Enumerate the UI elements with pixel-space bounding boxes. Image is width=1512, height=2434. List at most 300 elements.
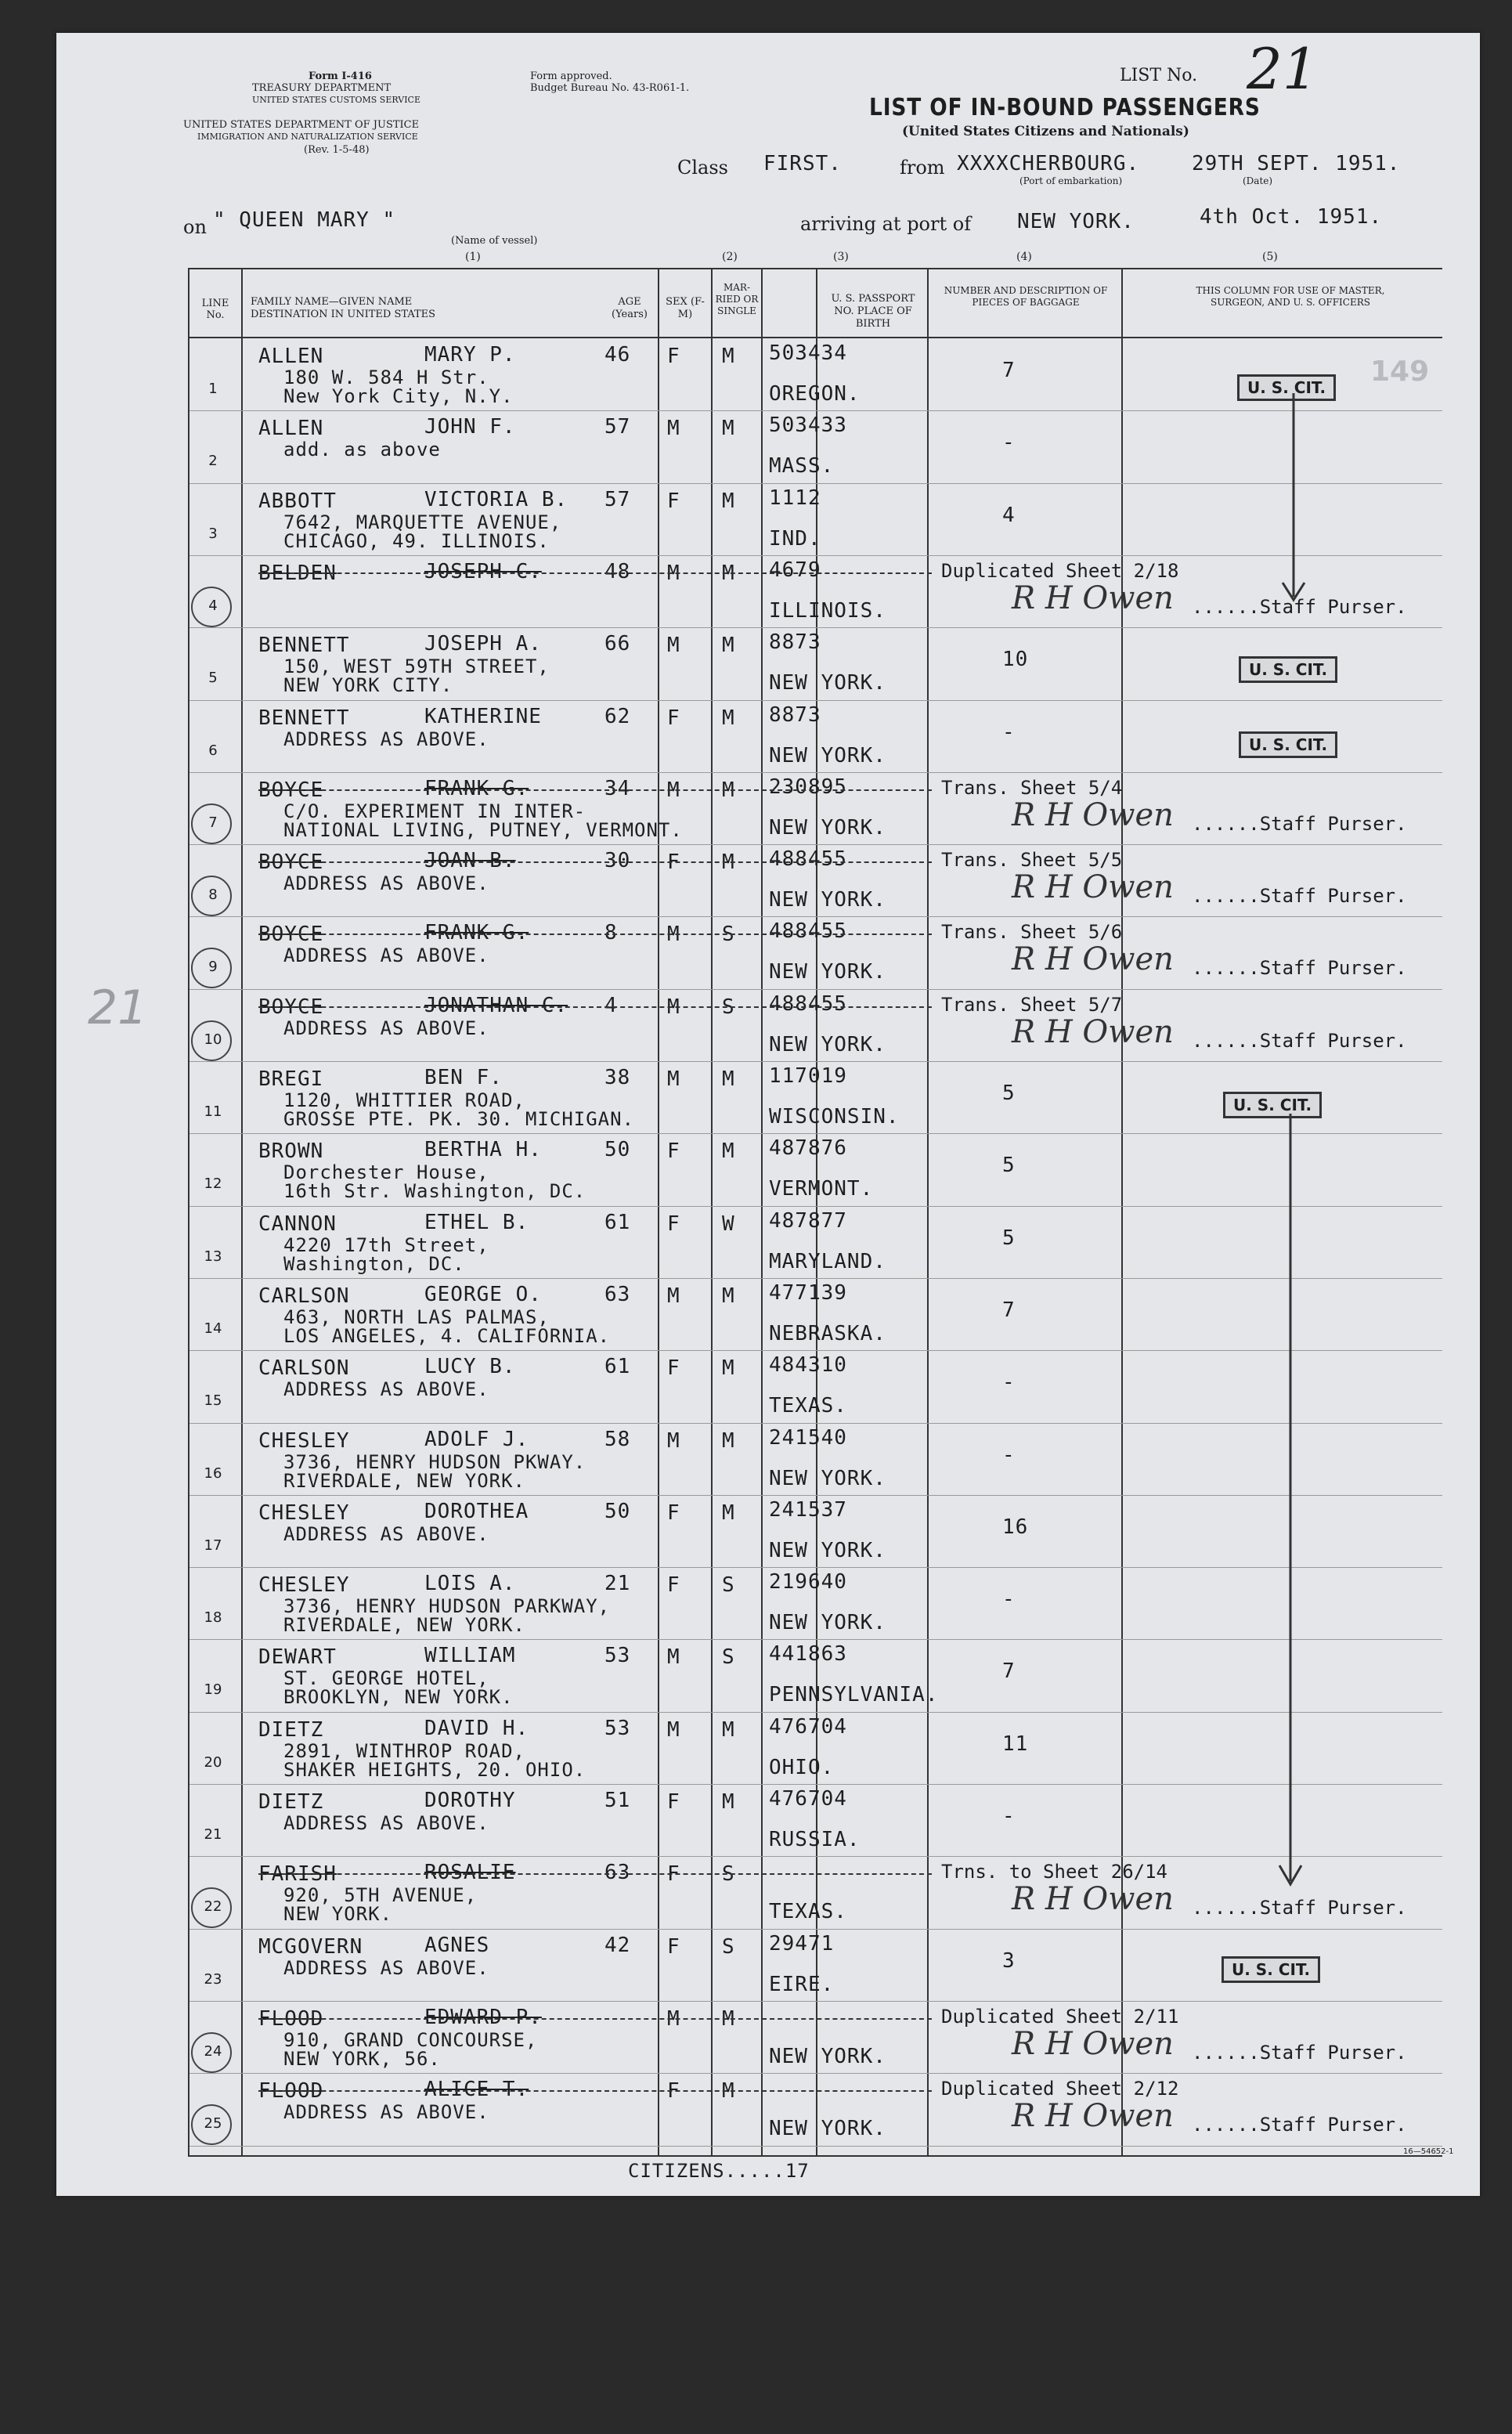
line-number: 1 <box>208 381 218 397</box>
baggage-count: 3 <box>1002 1948 1016 1973</box>
family-name: DIETZ <box>258 1717 324 1742</box>
staff-purser: ......Staff Purser. <box>1192 1029 1407 1052</box>
place-of-birth: NEW YORK. <box>769 1032 886 1056</box>
age: 38 <box>604 1066 631 1089</box>
address-line-1: 910, GRAND CONCOURSE, <box>283 2028 538 2051</box>
given-name: ROSALIE <box>424 1861 516 1885</box>
passport-number: 487876 <box>769 1136 847 1161</box>
family-name: BOYCE <box>258 923 324 947</box>
form-approved: Form approved. <box>530 70 612 82</box>
page-subtitle: (United States Citizens and Nationals) <box>902 124 1189 139</box>
age: 4 <box>604 993 618 1017</box>
sex: M <box>667 417 680 441</box>
address-line-1: C/O. EXPERIMENT IN INTER- <box>283 800 586 822</box>
age: 61 <box>604 1355 631 1379</box>
place-of-birth: WISCONSIN. <box>769 1105 900 1129</box>
vessel-name: " QUEEN MARY " <box>213 208 396 232</box>
col-header-line: LINE No. <box>201 298 229 321</box>
address-line-1: ADDRESS AS ABOVE. <box>283 944 489 967</box>
family-name: CHESLEY <box>258 1573 350 1598</box>
place-of-birth: RUSSIA. <box>769 1828 861 1851</box>
baggage-count: - <box>1002 720 1016 744</box>
place-of-birth: NEW YORK. <box>769 1611 886 1635</box>
address-line-1: add. as above <box>283 439 441 461</box>
given-name: DOROTHEA <box>424 1499 529 1523</box>
baggage-count: - <box>1002 1443 1016 1467</box>
age: 8 <box>604 921 618 945</box>
passport-number: 487877 <box>769 1208 847 1233</box>
address-line-1: 463, NORTH LAS PALMAS, <box>283 1305 550 1328</box>
family-name: DIETZ <box>258 1790 324 1814</box>
passport-number: 476704 <box>769 1787 847 1811</box>
strike-through-line <box>258 2090 932 2092</box>
transfer-note: Trans. Sheet 5/7 <box>941 993 1123 1016</box>
line-number: 21 <box>204 1826 222 1843</box>
marital-status: M <box>722 417 735 441</box>
address-line-1: ADDRESS AS ABOVE. <box>283 1522 489 1545</box>
col-num-2: (2) <box>722 251 738 263</box>
place-of-birth: NEW YORK. <box>769 2044 886 2068</box>
sex: M <box>667 923 680 947</box>
sex: F <box>667 345 680 368</box>
age: 57 <box>604 415 631 439</box>
place-of-birth: TEXAS. <box>769 1394 847 1418</box>
transfer-note: Duplicated Sheet 2/18 <box>941 559 1179 582</box>
address-line-1: ADDRESS AS ABOVE. <box>283 1812 489 1834</box>
family-name: CHESLEY <box>258 1500 350 1525</box>
passport-number: 488455 <box>769 919 847 944</box>
family-name: FLOOD <box>258 2006 324 2031</box>
col-rule-left <box>188 268 189 2157</box>
baggage-count: 11 <box>1002 1732 1029 1756</box>
age: 61 <box>604 1210 631 1234</box>
line-number: 23 <box>204 1970 222 1988</box>
baggage-count: 5 <box>1002 1154 1016 1178</box>
signature: R H Owen <box>1012 796 1174 833</box>
signature: R H Owen <box>1012 869 1174 906</box>
table-top-rule <box>188 268 1442 269</box>
age: 48 <box>604 559 631 583</box>
address-line-1: 2891, WINTHROP ROAD, <box>283 1739 525 1762</box>
staff-purser: ......Staff Purser. <box>1192 885 1407 908</box>
line-circle-mark <box>191 948 232 988</box>
age: 53 <box>604 1644 631 1668</box>
address-line-1: 3736, HENRY HUDSON PARKWAY, <box>283 1595 611 1618</box>
place-of-birth: EIRE. <box>769 1972 835 1996</box>
signature: R H Owen <box>1012 941 1174 978</box>
passport-number: 8873 <box>769 702 821 727</box>
family-name: BOYCE <box>258 995 324 1019</box>
given-name: MARY P. <box>424 343 516 367</box>
row-divider <box>189 2146 1442 2147</box>
family-name: BREGI <box>258 1067 324 1091</box>
marital-status: M <box>722 1139 735 1164</box>
family-name: ABBOTT <box>258 489 337 513</box>
line-number: 8 <box>208 887 218 904</box>
baggage-count: 5 <box>1002 1226 1016 1250</box>
age: 42 <box>604 1933 631 1957</box>
customs-service: UNITED STATES CUSTOMS SERVICE <box>252 95 420 105</box>
sex: F <box>667 2079 680 2104</box>
given-name: LOIS A. <box>424 1572 516 1596</box>
margin-number: 21 <box>88 980 148 1035</box>
given-name: JOHN F. <box>424 415 516 439</box>
sex: F <box>667 1934 680 1959</box>
class-value: FIRST. <box>763 152 842 175</box>
signature: R H Owen <box>1012 1881 1174 1918</box>
age: 50 <box>604 1499 631 1523</box>
marital-status: M <box>722 634 735 658</box>
passport-number: 488455 <box>769 991 847 1016</box>
line-circle-mark <box>191 587 232 627</box>
line-number: 22 <box>204 1898 222 1916</box>
strike-through-line <box>258 934 932 935</box>
baggage-count: 4 <box>1002 503 1016 527</box>
given-name: VICTORIA B. <box>424 487 568 511</box>
given-name: ALICE T. <box>424 2078 529 2102</box>
col-num-1: (1) <box>465 251 481 263</box>
address-line-1: 1120, WHITTIER ROAD, <box>283 1089 525 1111</box>
marital-status: S <box>722 1645 735 1670</box>
family-name: CARLSON <box>258 1356 350 1381</box>
place-of-birth: NEW YORK. <box>769 1538 886 1562</box>
line-number: 25 <box>204 2115 222 2132</box>
col-header-sex: SEX (F-M) <box>666 296 705 320</box>
address-line-2: RIVERDALE, NEW YORK. <box>283 1469 525 1492</box>
sex: M <box>667 634 680 658</box>
transfer-note: Trans. Sheet 5/6 <box>941 921 1123 944</box>
address-line-1: 4220 17th Street, <box>283 1233 489 1256</box>
line-circle-mark <box>191 1887 232 1928</box>
us-cit-stamp-2: U. S. CIT. <box>1239 656 1337 683</box>
strike-through-line <box>258 1006 932 1008</box>
marital-status: M <box>722 778 735 802</box>
col-num-4: (4) <box>1016 251 1032 263</box>
marital-status: M <box>722 1356 735 1381</box>
passport-number: 477139 <box>769 1280 847 1305</box>
place-of-birth: OREGON. <box>769 382 861 406</box>
marital-status: M <box>722 1428 735 1453</box>
baggage-count: - <box>1002 431 1016 455</box>
given-name: BEN F. <box>424 1066 503 1089</box>
place-of-birth: VERMONT. <box>769 1177 874 1201</box>
baggage-count: 16 <box>1002 1515 1029 1539</box>
justice-dept: UNITED STATES DEPARTMENT OF JUSTICE <box>183 119 420 131</box>
family-name: CANNON <box>258 1212 337 1236</box>
signature: R H Owen <box>1012 1013 1174 1050</box>
marital-status: S <box>722 1573 735 1598</box>
given-name: ETHEL B. <box>424 1210 529 1234</box>
marital-status: M <box>722 2079 735 2104</box>
given-name: JOSEPH C. <box>424 559 542 583</box>
sex: M <box>667 1428 680 1453</box>
family-name: FARISH <box>258 1862 337 1887</box>
line-number: 12 <box>204 1175 222 1193</box>
sex: M <box>667 561 680 585</box>
from-label: from <box>900 157 945 179</box>
place-of-birth: MARYLAND. <box>769 1249 886 1273</box>
passport-number: 488455 <box>769 847 847 872</box>
list-no-label: LIST No. <box>1120 66 1198 85</box>
table-bottom-rule <box>188 2155 1442 2157</box>
col-header-name: FAMILY NAME—GIVEN NAME <box>251 296 413 308</box>
marital-status: S <box>722 995 735 1019</box>
address-line-1: ADDRESS AS ABOVE. <box>283 728 489 750</box>
line-circle-mark <box>191 2032 232 2073</box>
address-line-1: ADDRESS AS ABOVE. <box>283 1017 489 1039</box>
marital-status: M <box>722 2006 735 2031</box>
given-name: GEORGE O. <box>424 1282 542 1306</box>
list-number: 21 <box>1247 36 1319 102</box>
place-of-birth: NEW YORK. <box>769 743 886 767</box>
address-line-2: New York City, N.Y. <box>283 385 514 407</box>
address-line-2: BROOKLYN, NEW YORK. <box>283 1686 514 1709</box>
place-of-birth: NEBRASKA. <box>769 1321 886 1345</box>
row-divider <box>189 2001 1442 2002</box>
address-line-1: ADDRESS AS ABOVE. <box>283 872 489 895</box>
baggage-count: 5 <box>1002 1082 1016 1105</box>
line-number: 5 <box>208 670 218 687</box>
family-name: BOYCE <box>258 778 324 802</box>
form-number: Form I-416 <box>309 70 372 82</box>
family-name: ALLEN <box>258 417 324 441</box>
col-rule-line <box>241 268 243 2157</box>
staff-purser: ......Staff Purser. <box>1192 957 1407 980</box>
family-name: BELDEN <box>258 561 337 585</box>
us-cit-stamp-1: U. S. CIT. <box>1237 374 1336 401</box>
given-name: LUCY B. <box>424 1355 516 1379</box>
passport-number: 219640 <box>769 1570 847 1594</box>
staff-purser: ......Staff Purser. <box>1192 2041 1407 2064</box>
line-circle-mark <box>191 2104 232 2145</box>
place-of-birth: PENNSYLVANIA. <box>769 1683 939 1707</box>
age: 57 <box>604 487 631 511</box>
family-name: FLOOD <box>258 2079 324 2104</box>
passport-number: 476704 <box>769 1714 847 1739</box>
marital-status: M <box>722 1284 735 1308</box>
family-name: BENNETT <box>258 634 350 658</box>
strike-through-line <box>258 861 932 863</box>
sex: F <box>667 1139 680 1164</box>
us-cit-stamp-4: U. S. CIT. <box>1223 1092 1322 1118</box>
line-number: 2 <box>208 453 218 470</box>
strike-through-line <box>258 789 932 791</box>
marital-status: M <box>722 1067 735 1091</box>
age: 34 <box>604 776 631 800</box>
sex: F <box>667 706 680 730</box>
budget-bureau: Budget Bureau No. 43-R061-1. <box>530 82 690 94</box>
strike-through-line <box>258 2018 932 2020</box>
transfer-note: Trns. to Sheet 26/14 <box>941 1861 1167 1883</box>
col-header-married: MAR-RIED OR SINGLE <box>715 282 759 316</box>
marital-status: M <box>722 1500 735 1525</box>
date-label: (Date) <box>1243 175 1273 186</box>
vessel-label: (Name of vessel) <box>451 235 538 247</box>
sex: M <box>667 1284 680 1308</box>
age: 51 <box>604 1789 631 1812</box>
treasury-dept: TREASURY DEPARTMENT <box>252 82 392 94</box>
line-number: 17 <box>204 1537 222 1554</box>
line-circle-mark <box>191 1020 232 1061</box>
age: 63 <box>604 1861 631 1885</box>
address-line-1: Dorchester House, <box>283 1161 489 1184</box>
place-of-birth: ILLINOIS. <box>769 598 886 623</box>
baggage-count: 10 <box>1002 648 1029 672</box>
age: 53 <box>604 1716 631 1740</box>
line-number: 16 <box>204 1464 222 1482</box>
address-line-1: 150, WEST 59TH STREET, <box>283 655 550 678</box>
age: 50 <box>604 1138 631 1162</box>
line-number: 7 <box>208 814 218 831</box>
given-name: FRANK G. <box>424 776 529 800</box>
passport-number: 8873 <box>769 630 821 655</box>
on-label: on <box>183 216 207 238</box>
signature: R H Owen <box>1012 580 1174 616</box>
sex: F <box>667 1573 680 1598</box>
address-line-1: 920, 5TH AVENUE, <box>283 1884 478 1907</box>
staff-purser: ......Staff Purser. <box>1192 1897 1407 1919</box>
col-header-dest: DESTINATION IN UNITED STATES <box>251 309 436 320</box>
sex: M <box>667 1717 680 1742</box>
age: 62 <box>604 704 631 728</box>
sex: F <box>667 1356 680 1381</box>
age: 58 <box>604 1427 631 1451</box>
line-number: 11 <box>204 1103 222 1120</box>
family-name: BROWN <box>258 1139 324 1164</box>
passport-number: 4679 <box>769 558 821 582</box>
staff-purser: ......Staff Purser. <box>1192 2114 1407 2136</box>
strike-through-line <box>258 572 932 574</box>
address-line-2: Washington, DC. <box>283 1252 465 1275</box>
family-name: MCGOVERN <box>258 1934 363 1959</box>
address-line-2: LOS ANGELES, 4. CALIFORNIA. <box>283 1324 611 1347</box>
passport-number: 503434 <box>769 341 847 365</box>
marital-status: S <box>722 1862 735 1887</box>
revision: (Rev. 1-5-48) <box>304 144 370 156</box>
place-of-birth: IND. <box>769 526 821 551</box>
arrival-date: 4th Oct. 1951. <box>1200 205 1383 229</box>
transfer-note: Trans. Sheet 5/5 <box>941 849 1123 872</box>
address-line-2: NEW YORK CITY. <box>283 674 453 697</box>
col-header-passport: U. S. PASSPORT NO. PLACE OF BIRTH <box>831 293 915 330</box>
arrival-port: NEW YORK. <box>1017 210 1135 233</box>
age: 66 <box>604 632 631 656</box>
place-of-birth: NEW YORK. <box>769 2117 886 2141</box>
marital-status: M <box>722 706 735 730</box>
sex: F <box>667 1790 680 1814</box>
sex: F <box>667 850 680 875</box>
family-name: DEWART <box>258 1645 337 1670</box>
given-name: FRANK G. <box>424 921 529 945</box>
us-cit-stamp-3: U. S. CIT. <box>1239 731 1337 758</box>
line-circle-mark <box>191 804 232 844</box>
passenger-manifest-sheet <box>56 33 1480 2196</box>
marital-status: M <box>722 1717 735 1742</box>
place-of-birth: MASS. <box>769 454 835 478</box>
family-name: CARLSON <box>258 1284 350 1308</box>
row-divider <box>189 2073 1442 2074</box>
marital-status: M <box>722 561 735 585</box>
port-embarkation-label: (Port of embarkation) <box>1019 175 1123 186</box>
signature: R H Owen <box>1012 2025 1174 2062</box>
place-of-birth: NEW YORK. <box>769 960 886 984</box>
given-name: DAVID H. <box>424 1716 529 1740</box>
given-name: JOAN B. <box>424 849 516 873</box>
ins-service: IMMIGRATION AND NATURALIZATION SERVICE <box>197 132 418 142</box>
passport-number: 441863 <box>769 1642 847 1667</box>
given-name: ADOLF J. <box>424 1427 529 1451</box>
address-line-1: 7642, MARQUETTE AVENUE, <box>283 511 562 533</box>
address-line-2: GROSSE PTE. PK. 30. MICHIGAN. <box>283 1108 635 1130</box>
age: 63 <box>604 1282 631 1306</box>
arriving-label: arriving at port of <box>800 213 972 235</box>
embarkation-date: 29TH SEPT. 1951. <box>1192 152 1401 175</box>
sex: F <box>667 1862 680 1887</box>
us-cit-stamp-5: U. S. CIT. <box>1222 1956 1320 1983</box>
family-name: ALLEN <box>258 345 324 368</box>
passport-number: 1112 <box>769 486 821 510</box>
line-circle-mark <box>191 876 232 916</box>
given-name: WILLIAM <box>424 1644 516 1668</box>
header-bottom-rule <box>188 337 1442 338</box>
place-of-birth: NEW YORK. <box>769 815 886 840</box>
given-name: AGNES <box>424 1933 490 1957</box>
citizens-count: CITIZENS.....17 <box>628 2160 810 2182</box>
address-line-2: 16th Str. Washington, DC. <box>283 1180 586 1203</box>
marital-status: W <box>722 1212 735 1236</box>
page-title: LIST OF IN-BOUND PASSENGERS <box>869 94 1261 121</box>
class-label: Class <box>677 157 728 179</box>
passport-number: 503433 <box>769 413 847 438</box>
place-of-birth: NEW YORK. <box>769 1466 886 1490</box>
line-number: 13 <box>204 1248 222 1265</box>
col-header-baggage: NUMBER AND DESCRIPTION OF PIECES OF BAGGAGE <box>944 285 1108 308</box>
address-line-1: ADDRESS AS ABOVE. <box>283 1378 489 1401</box>
marital-status: S <box>722 1934 735 1959</box>
address-line-1: 180 W. 584 H Str. <box>283 367 489 388</box>
passport-number: 230895 <box>769 775 847 799</box>
line-number: 3 <box>208 525 218 542</box>
col-num-3: (3) <box>833 251 849 263</box>
marital-status: M <box>722 345 735 368</box>
place-of-birth: TEXAS. <box>769 1900 847 1924</box>
address-line-2: NEW YORK, 56. <box>283 2047 441 2070</box>
baggage-count: 7 <box>1002 1298 1016 1322</box>
place-of-birth: OHIO. <box>769 1755 835 1779</box>
passport-number: 29471 <box>769 1931 835 1956</box>
marital-status: S <box>722 923 735 947</box>
baggage-count: - <box>1002 1804 1016 1828</box>
marital-status: M <box>722 1790 735 1814</box>
line-number: 10 <box>204 1031 222 1048</box>
passport-number: 241540 <box>769 1425 847 1450</box>
baggage-count: - <box>1002 1587 1016 1612</box>
address-line-2: CHICAGO, 49. ILLINOIS. <box>283 529 550 552</box>
transfer-note: Trans. Sheet 5/4 <box>941 776 1123 799</box>
line-number: 20 <box>204 1753 222 1771</box>
age: 30 <box>604 849 631 873</box>
age: 46 <box>604 343 631 367</box>
address-line-2: SHAKER HEIGHTS, 20. OHIO. <box>283 1758 586 1781</box>
bracket-arrows <box>1231 377 1325 1936</box>
line-number: 14 <box>204 1320 222 1337</box>
staff-purser: ......Staff Purser. <box>1192 812 1407 835</box>
sex: F <box>667 489 680 513</box>
embarkation-port: XXXXCHERBOURG. <box>957 152 1140 175</box>
sex: F <box>667 1212 680 1236</box>
passport-number: 117019 <box>769 1064 847 1088</box>
line-number: 18 <box>204 1609 222 1627</box>
